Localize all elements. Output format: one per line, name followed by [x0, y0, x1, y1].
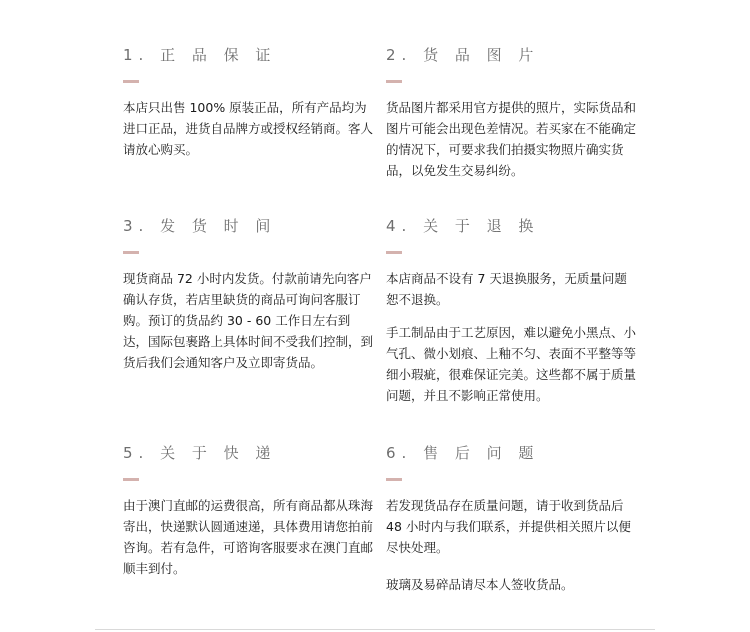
- section-title: 4. 关 于 退 换: [386, 217, 540, 235]
- title-accent-bar: [386, 478, 402, 481]
- section-after-sales: [386, 442, 636, 595]
- title-accent-bar: [386, 80, 402, 83]
- title-accent-bar: [123, 251, 139, 254]
- section-returns: [386, 215, 636, 406]
- section-paragraph: 本店商品不设有 7 天退换服务，无质量问题恕不退换。: [386, 271, 627, 307]
- section-shipping-time: [123, 215, 373, 373]
- section-paragraph: 本店只出售 100% 原装正品，所有产品均为进口正品，进货自品牌方或授权经销商。客人请放心购买。: [123, 100, 374, 157]
- section-title: 1. 正 品 保 证: [123, 46, 277, 64]
- section-paragraph: 由于澳门直邮的运费很高，所有商品都从珠海寄出，快递默认圆通速递，具体费用请您拍前咨询。若有急件，可谘询客服要求在澳门直邮顺丰到付。: [123, 498, 374, 576]
- section-paragraph: 玻璃及易碎品请尽本人签收货品。: [386, 577, 574, 592]
- section-paragraph: 手工制品由于工艺原因，难以避免小黑点、小气孔、微小划痕、上釉不匀、表面不平整等等细小瑕疵，很难保证完美。这些都不属于质量问题，并且不影响正常使用。: [386, 325, 637, 403]
- section-title: 2. 货 品 图 片: [386, 46, 540, 64]
- bottom-divider: [95, 629, 655, 630]
- section-body: [386, 495, 636, 595]
- section-paragraph: 货品图片都采用官方提供的照片，实际货品和图片可能会出现色差情况。若买家在不能确定的情况下，可要求我们拍摄实物照片确实货品，以免发生交易纠纷。: [386, 100, 637, 178]
- section-body: [386, 268, 636, 406]
- section-body: [123, 495, 373, 579]
- section-paragraph: 若发现货品存在质量问题，请于收到货品后 48 小时内与我们联系，并提供相关照片以便尽快处理。: [386, 498, 631, 555]
- title-accent-bar: [123, 80, 139, 83]
- section-courier: [123, 442, 373, 579]
- section-body: [123, 268, 373, 373]
- section-title: 5. 关 于 快 递: [123, 444, 277, 462]
- section-paragraph: 现货商品 72 小时内发货。付款前请先向客户确认存货，若店里缺货的商品可询问客服订购。预订的货品约 30 - 60 工作日左右到达，国际包裹路上具体时间不受我们控制，到货后我们会通知客户及立即寄货品。: [123, 271, 374, 370]
- section-title: 6. 售 后 问 题: [386, 444, 540, 462]
- title-accent-bar: [386, 251, 402, 254]
- section-body: [123, 97, 373, 160]
- title-accent-bar: [123, 478, 139, 481]
- section-title: 3. 发 货 时 间: [123, 217, 277, 235]
- section-authentic-guarantee: [123, 44, 373, 160]
- section-product-images: [386, 44, 636, 181]
- section-body: [386, 97, 636, 181]
